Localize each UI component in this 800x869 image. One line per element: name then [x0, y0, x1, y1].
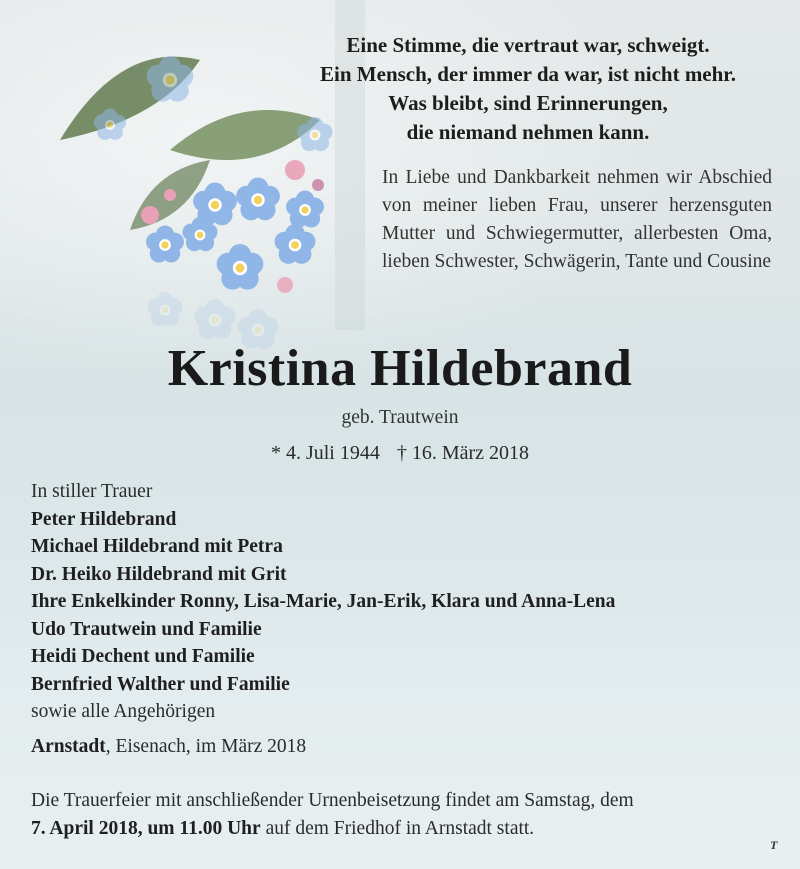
place-city: Arnstadt: [31, 736, 106, 757]
funeral-notice: [31, 787, 776, 843]
notice-text-after: auf dem Friedhof in Arnstadt statt.: [260, 818, 535, 839]
death-date: † 16. März 2018: [396, 442, 530, 464]
motto-verse: [258, 31, 798, 147]
place-date-line: [31, 733, 771, 761]
publisher-mark: T: [770, 838, 778, 852]
mourners-heading: In stiller Trauer: [31, 481, 153, 502]
notice-date-time: 7. April 2018, um 11.00 Uhr: [31, 818, 261, 839]
place-rest: , Eisenach, im März 2018: [105, 736, 307, 757]
maiden-name: geb. Trautwein: [341, 407, 459, 428]
notice-text-before: Die Trauerfeier mit anschließender Urnenbeisetzung findet am Samstag, dem: [31, 790, 634, 811]
mourner-name: Michael Hildebrand mit Petra: [31, 536, 283, 557]
motto-line: Ein Mensch, der immer da war, ist nicht mehr.: [320, 62, 736, 86]
mourner-name: Dr. Heiko Hildebrand mit Grit: [31, 563, 287, 585]
mourner-name: Ihre Enkelkinder Ronny, Lisa-Marie, Jan-Erik, Klara und Anna-Lena: [31, 591, 616, 612]
mourner-name: Peter Hildebrand: [31, 508, 177, 530]
mourner-name: Udo Trautwein und Familie: [31, 618, 262, 640]
motto-line: Eine Stimme, die vertraut war, schweigt.: [346, 33, 710, 57]
life-dates: [0, 439, 800, 467]
intro-text: In Liebe und Dankbarkeit nehmen wir Abschied von meiner lieben Frau, unserer herzensguten Mutter und Schwiegermutter, allerbesten Oma, lieben Schwester, Schwägerin, Tante und Cousine: [382, 167, 772, 272]
motto-line: die niemand nehmen kann.: [406, 120, 650, 144]
birth-date: * 4. Juli 1944: [270, 442, 380, 464]
mourners-closing: sowie alle Angehörigen: [31, 701, 216, 722]
deceased-name: Kristina Hildebrand: [167, 340, 633, 397]
mourner-name: Heidi Dechent und Familie: [31, 646, 255, 667]
mourner-name: Bernfried Walther und Familie: [31, 673, 290, 695]
motto-line: Was bleibt, sind Erinnerungen,: [388, 91, 668, 115]
mourners-list: [31, 478, 771, 726]
